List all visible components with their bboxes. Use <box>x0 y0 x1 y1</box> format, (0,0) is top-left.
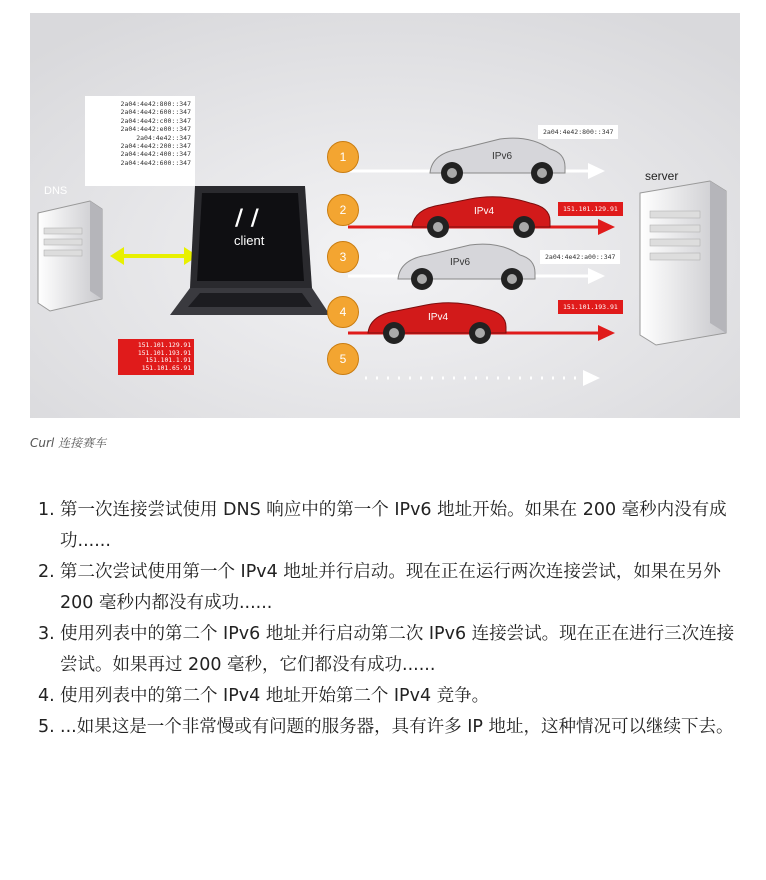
lane-2-address: 151.101.129.91 <box>558 202 623 216</box>
lane-number-2: 2 <box>327 194 359 226</box>
svg-text:/ /: / / <box>235 206 259 231</box>
list-item <box>38 681 738 712</box>
lane-1-address: 2a04:4e42:800::347 <box>538 125 618 139</box>
step-text: 使用列表中的第二个 IPv6 地址并行启动第二次 IPv6 连接尝试。现在正在进行三次连接尝试。如果再过 200 毫秒，它们都没有成功...... <box>60 624 735 675</box>
list-item <box>38 712 738 743</box>
client-label: client <box>234 233 265 248</box>
curl-racing-figure <box>30 13 740 418</box>
lane-number-1: 1 <box>327 141 359 173</box>
step-number: 4. <box>38 686 55 706</box>
step-text: 第二次尝试使用第一个 IPv4 地址并行启动。现在正在运行两次连接尝试，如果在另外 200 毫秒内都没有成功...... <box>60 562 721 613</box>
ipv6-address: 2a04:4e42:200::347 <box>120 142 191 151</box>
server-label: server <box>645 169 679 183</box>
ipv6-address: 2a04:4e42:600::347 <box>120 108 191 117</box>
step-number: 1. <box>38 500 55 520</box>
car-label-lane-4: IPv4 <box>428 312 449 323</box>
ipv6-address: 2a04:4e42:800::347 <box>120 100 191 108</box>
ipv6-address: 2a04:4e42:c00::347 <box>120 116 191 125</box>
car-label-lane-2: IPv4 <box>474 206 495 217</box>
ipv4-address: 151.101.193.91 <box>137 349 191 357</box>
figure-caption: Curl 连接赛车 <box>30 436 107 450</box>
dns-ipv6-list <box>85 96 195 186</box>
ipv4-address: 151.101.129.91 <box>137 342 191 349</box>
dns-server-icon <box>38 201 102 311</box>
lane-3-address: 2a04:4e42:a00::347 <box>540 250 620 264</box>
ipv6-address: 2a04:4e42::347 <box>136 133 191 142</box>
lane-number-4: 4 <box>327 296 359 328</box>
step-number: 2. <box>38 562 55 582</box>
lane-number-3: 3 <box>327 241 359 273</box>
ipv4-address: 151.101.1.91 <box>145 357 191 364</box>
lane-4-address: 151.101.193.91 <box>558 300 623 314</box>
ipv4-address: 151.101.65.91 <box>141 364 191 372</box>
car-label-lane-1: IPv6 <box>492 151 513 162</box>
dns-ipv4-list <box>118 339 194 375</box>
step-text: 使用列表中的第二个 IPv4 地址开始第二个 IPv4 竞争。 <box>60 686 490 706</box>
ipv6-address: 2a04:4e42:600::347 <box>120 158 191 167</box>
ipv6-address: 2a04:4e42:e00::347 <box>120 125 191 134</box>
list-item <box>38 619 738 681</box>
step-text: 第一次连接尝试使用 DNS 响应中的第一个 IPv6 地址开始。如果在 200 毫秒内没有成功...... <box>60 500 727 551</box>
list-item <box>38 557 738 619</box>
steps-list <box>38 495 738 743</box>
ipv6-address: 2a04:4e42:400::347 <box>120 150 191 159</box>
dns-label: DNS <box>44 185 68 197</box>
list-item <box>38 495 738 557</box>
step-number: 3. <box>38 624 55 644</box>
step-number: 5. <box>38 717 55 737</box>
step-text: ...如果这是一个非常慢或有问题的服务器，具有许多 IP 地址，这种情况可以继续下去。 <box>60 717 734 737</box>
server-icon <box>640 181 726 345</box>
lane-number-5: 5 <box>327 343 359 375</box>
car-label-lane-3: IPv6 <box>450 257 471 268</box>
